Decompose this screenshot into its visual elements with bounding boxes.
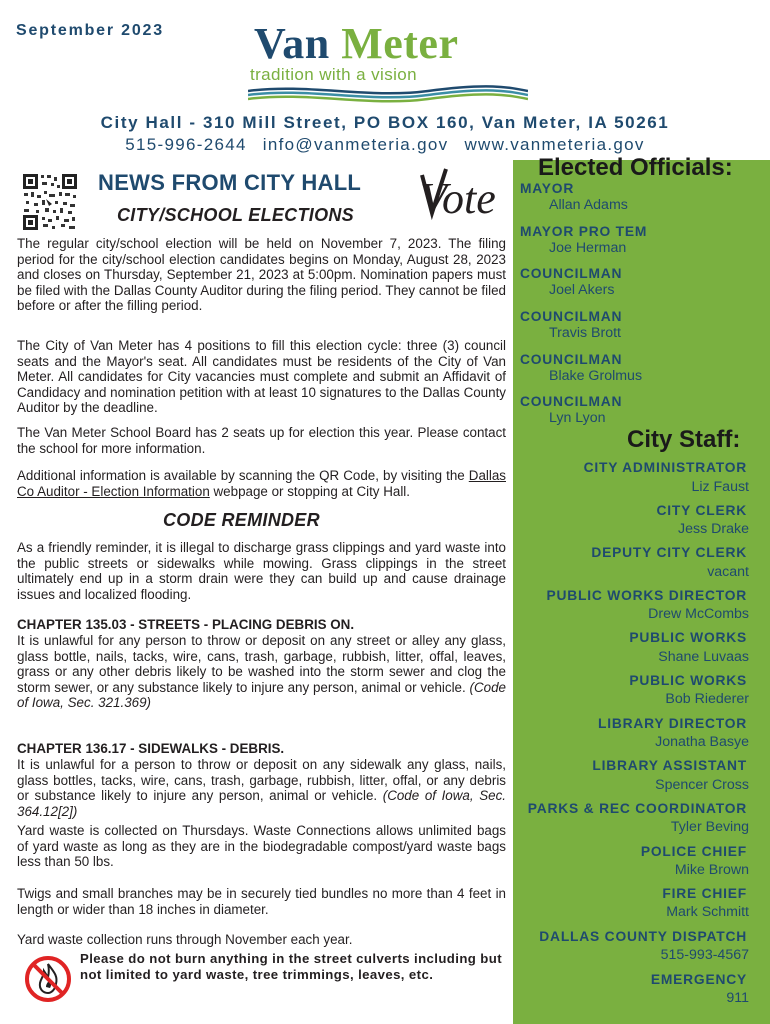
no-burning-icon	[24, 954, 72, 1004]
van-meter-logo	[250, 19, 530, 92]
code-reminder-paragraph: As a friendly reminder, it is illegal to discharge grass clippings and yard waste into the public streets or sidewalks while mowing. Grass clippings in the street ultimately end up in a storm drain were they can build up and cause drainage issues and localized flooding.	[17, 540, 506, 602]
staff-name: Jess Drake	[678, 521, 749, 537]
chapter-136-text: It is unlawful for a person to throw or deposit on any sidewalk any glass, nails, glass bottles, tacks, wire, cans, trash, garbage, rubbish, litter, offal, or any debris or substance likely to injure any person, animal or vehicle. (Code of Iowa, Sec. 364.12[2])	[17, 757, 506, 819]
staff-title: LIBRARY DIRECTOR	[598, 716, 747, 731]
code-reminder-title: CODE REMINDER	[163, 510, 320, 530]
chapter-135-title: CHAPTER 135.03 - STREETS - PLACING DEBRIS ON.	[17, 617, 355, 632]
staff-title: LIBRARY ASSISTANT	[592, 758, 747, 773]
official-title: MAYOR PRO TEM	[520, 224, 648, 239]
staff-name: Jonatha Basye	[655, 734, 749, 750]
staff-name: Shane Luvaas	[658, 649, 749, 665]
qr-code-icon[interactable]	[22, 173, 78, 231]
official-name: Blake Grolmus	[549, 368, 643, 384]
staff-title: DALLAS COUNTY DISPATCH	[539, 929, 747, 944]
official-title: COUNCILMAN	[520, 266, 623, 281]
logo-swoosh-icon	[248, 85, 528, 105]
yard-waste-paragraph-2: Twigs and small branches may be in securely tied bundles no more than 4 feet in length or wider than 18 inches in diameter.	[17, 886, 506, 917]
staff-name: Mark Schmitt	[666, 904, 749, 920]
website-link[interactable]: www.vanmeteria.gov	[464, 135, 645, 154]
staff-title: EMERGENCY	[650, 972, 747, 987]
official-name: Joe Herman	[549, 240, 627, 256]
dallas-co-auditor-link[interactable]: Dallas Co Auditor - Election Information	[17, 468, 506, 499]
election-paragraph-1: The regular city/school election will be held on November 7, 2023. The filing period for the city/school election candidates begins on Monday, August 28, 2023 and closes on Thursday, September 21, 2023 at 5:00pm. Nomination papers must be filed with the Dallas County Auditor during the filing period. They cannot be filed before or after the filling period.	[17, 236, 506, 314]
elected-officials-heading: Elected Officials:	[538, 154, 733, 181]
no-burn-notice: Please do not burn anything in the street culverts including but not limited to yard waste, tree trimmings, leaves, etc.	[80, 951, 502, 982]
official-name: Joel Akers	[549, 282, 615, 298]
staff-name: Mike Brown	[674, 862, 749, 878]
staff-title: POLICE CHIEF	[640, 844, 747, 859]
official-title: MAYOR	[520, 181, 575, 196]
staff-title: CITY CLERK	[656, 503, 747, 518]
logo-tagline: tradition with a vision	[250, 65, 417, 84]
staff-name: Spencer Cross	[655, 777, 749, 793]
svg-text:Vote: Vote	[420, 174, 496, 223]
city-staff-heading: City Staff:	[627, 426, 741, 453]
staff-title: PUBLIC WORKS	[629, 630, 747, 645]
staff-name: 515-993-4567	[660, 947, 749, 963]
yard-waste-paragraph-3: Yard waste collection runs through November each year.	[17, 932, 353, 947]
staff-title: DEPUTY CITY CLERK	[591, 545, 747, 560]
staff-title: PUBLIC WORKS	[629, 673, 747, 688]
staff-title: CITY ADMINISTRATOR	[583, 460, 747, 475]
official-name: Allan Adams	[549, 197, 628, 213]
vote-checkmark-icon	[418, 165, 508, 225]
official-name: Lyn Lyon	[549, 410, 606, 426]
election-paragraph-4: Additional information is available by scanning the QR Code, by visiting the Dallas Co Auditor - Election Information webpage or stopping at City Hall.	[17, 468, 506, 499]
chapter-136-title: CHAPTER 136.17 - SIDEWALKS - DEBRIS.	[17, 741, 285, 756]
staff-title: FIRE CHIEF	[662, 886, 747, 901]
official-name: Travis Brott	[549, 325, 621, 341]
email-link[interactable]: info@vanmeteria.gov	[262, 135, 449, 154]
staff-name: Drew McCombs	[648, 606, 749, 622]
staff-name: 911	[726, 990, 749, 1006]
official-title: COUNCILMAN	[520, 352, 623, 367]
phone-number[interactable]: 515-996-2644	[125, 135, 247, 154]
election-paragraph-3: The Van Meter School Board has 2 seats up for election this year. Please contact the school for more information.	[17, 425, 506, 456]
staff-name: Tyler Beving	[670, 819, 749, 835]
contact-line	[0, 135, 770, 155]
staff-name: Bob Riederer	[665, 691, 749, 707]
news-title: NEWS FROM CITY HALL	[98, 170, 362, 195]
staff-name: vacant	[707, 564, 749, 580]
official-title: COUNCILMAN	[520, 394, 623, 409]
staff-title: PUBLIC WORKS DIRECTOR	[546, 588, 747, 603]
staff-name: Liz Faust	[691, 479, 749, 495]
election-paragraph-2: The City of Van Meter has 4 positions to fill this election cycle: three (3) council seats and the Mayor's seat. All candidates must be residents of the City of Van Meter. All candidates for City vacancies must complete and submit an Affidavit of Candidacy and nomination petition with at least 10 signatures to the Dallas County Auditor by the deadline.	[17, 338, 506, 416]
city-hall-address: City Hall - 310 Mill Street, PO BOX 160, Van Meter, IA 50261	[100, 113, 670, 132]
logo-wordmark: Van Meter	[254, 19, 459, 68]
chapter-135-text: It is unlawful for any person to throw or deposit on any street or alley any glass, glass bottle, nails, tacks, wire, cans, trash, garbage, rubbish, litter, offal, leaves, grass or any other debris likely to be washed into the storm sewer and clog the storm sewer, or any substance likely to injure any person, animal or vehicle. (Code of Iowa, Sec. 321.369)	[17, 633, 506, 711]
yard-waste-paragraph-1: Yard waste is collected on Thursdays. Waste Connections allows unlimited bags of yard waste as long as they are in the biodegradable compost/yard waste bags less than 50 lbs.	[17, 823, 506, 870]
newsletter-date: September 2023	[16, 22, 164, 39]
election-section-title: CITY/SCHOOL ELECTIONS	[117, 205, 354, 225]
staff-title: PARKS & REC COORDINATOR	[527, 801, 747, 816]
official-title: COUNCILMAN	[520, 309, 623, 324]
